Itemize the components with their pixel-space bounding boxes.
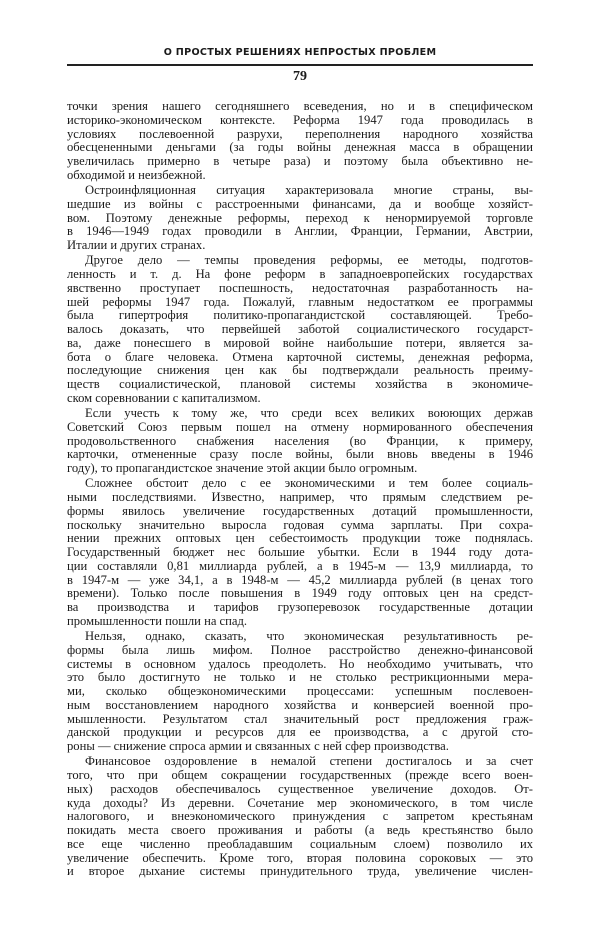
text-line: данской продукции и ресурсов для ее производства, а с другой сто- xyxy=(67,725,533,740)
text-line: ми, сколько общеэкономическими процессами: успешным послевоен- xyxy=(67,684,533,698)
text-line: налогового, и внеэкономического принуждения с запретом крестьянам xyxy=(67,809,533,824)
text-line: промышленности пошли на спад. xyxy=(67,613,248,628)
text-line: Другое дело — темпы проведения реформы, ее методы, подготов- xyxy=(85,253,533,268)
paragraph xyxy=(67,755,533,879)
text-line: того, что при общем сокращении государственных (прежде всего воен- xyxy=(67,768,533,782)
text-line: нении прежних оптовых цен себестоимость продукции тоже поднялась. xyxy=(67,531,533,546)
text-line: ва производства и тарифов грузоперевозок государственные дотации xyxy=(67,600,533,614)
text-line: продовольственного снабжения населения (во Франции, к примеру, xyxy=(67,433,533,448)
text-line: вом. Поэтому денежные реформы, переход к ненормируемой торговле xyxy=(67,210,533,225)
text-line: Финансовое оздоровление в немалой степени достигалось и за счет xyxy=(85,754,533,769)
text-line: в 1946—1949 годах проводили в Англии, Франции, Германии, Австрии, xyxy=(67,224,533,239)
text-line: формы была лишь мифом. Полное расстройство денежно-финансовой xyxy=(67,642,533,657)
text-line: и второе дыхание системы принудительного труда, увеличение числен- xyxy=(67,864,533,879)
text-line: увеличилась примерно в четыре раза) и поэтому была объективно не- xyxy=(67,154,533,168)
text-line: ции составляли 0,81 миллиарда рублей, а в 1945-м — 13,9 миллиарда, то xyxy=(67,558,533,573)
text-line: карточки, отмененные сразу после войны, были вновь введены в 1946 xyxy=(67,447,533,462)
text-line: Советский Союз первым пошел на отмену нормированного обеспечения xyxy=(67,419,533,434)
text-line: формы явилось увеличение государственных дотаций промышленности, xyxy=(67,503,533,518)
header-rule xyxy=(67,64,533,66)
text-line: Государственный бюджет нес большие убытки. Если в 1944 году дота- xyxy=(67,545,533,559)
text-line: точки зрения нашего сегодняшнего всеведения, но и в специфическом xyxy=(67,99,533,113)
text-line: историко-экономическом контексте. Реформа 1947 года проводилась в xyxy=(67,112,533,127)
paragraph xyxy=(67,100,533,183)
text-line: ленность и т. д. На фоне реформ в западноевропейских государствах xyxy=(67,267,533,281)
text-line: увеличение обеспечить. Кроме того, вторая половина сороковых — это xyxy=(67,850,533,865)
text-line: ным восстановлением народного хозяйства и конверсией военной про- xyxy=(67,697,533,712)
text-line: ществ социалистической, плановой системы хозяйства в экономиче- xyxy=(67,377,533,391)
paragraph xyxy=(67,184,533,253)
text-line: Сложнее обстоит дело с ее экономическими и тем более социаль- xyxy=(85,476,533,491)
paragraph xyxy=(67,407,533,476)
text-line: ва, даже понесшего в мировой войне наибольшие потери, является за- xyxy=(67,335,533,350)
paragraph xyxy=(67,477,533,628)
text-line: была гипертрофия политико-пропагандистской составляющей. Требо- xyxy=(67,308,533,323)
text-line: поскольку значительно выросла годовая сумма зарплаты. При сохра- xyxy=(67,517,533,532)
text-line: куда доходы? Из деревни. Сочетание мер экономического, в том числе xyxy=(67,795,533,810)
text-line: Нельзя, однако, сказать, что экономическая результативность ре- xyxy=(85,629,533,643)
text-line: бота о благе человека. Отмена карточной системы, денежная реформа, xyxy=(67,349,533,364)
text-line: Остроинфляционная ситуация характеризовала многие страны, вы- xyxy=(85,183,533,197)
text-line: году), то пропагандистское значение этой акции было огромным. xyxy=(67,461,418,475)
text-line: явственно проступает поспешность, недостаточная разработанность на- xyxy=(67,280,533,295)
text-line: ных) расходов обеспечивалось существенное увеличение доходов. От- xyxy=(67,781,533,796)
text-line: роны — снижение спроса армии и связанных с ней сфер производства. xyxy=(67,739,449,753)
text-line: ными последствиями. Известно, например, что прямым следствием ре- xyxy=(67,490,533,504)
text-line: валось доказать, что первейшей заботой социалистического государст- xyxy=(67,322,533,336)
paragraph xyxy=(67,630,533,754)
text-line: покидать места своего проживания и работы (а ведь крестьянство было xyxy=(67,823,533,837)
text-line: мышленности. Результатом стал значительный рост предложения граж- xyxy=(67,711,533,726)
text-line: времени). Только после повышения в 1949 году оптовых цен на средст- xyxy=(67,586,533,601)
text-line: шей реформы 1947 года. Пожалуй, главным недостатком ее программы xyxy=(67,294,533,309)
text-line: ском соревновании с капитализмом. xyxy=(67,390,261,405)
paragraph xyxy=(67,254,533,405)
text-line: Италии и других странах. xyxy=(67,238,206,252)
text-line: обесцененными деньгами (за годы войны денежная масса в обращении xyxy=(67,140,533,155)
text-line: это было достигнуто не только и не столько рестрикционными мера- xyxy=(67,670,533,685)
text-line: системы в основном удалось преодолеть. Но необходимо учитывать, что xyxy=(67,656,533,671)
page-number: 79 xyxy=(293,69,307,84)
running-title: О ПРОСТЫХ РЕШЕНИЯХ НЕПРОСТЫХ ПРОБЛЕМ xyxy=(163,47,437,58)
text-line: шедшие из войны с расстроенными финансами, да и вообще хозяйст- xyxy=(67,196,533,211)
text-line: в 1947-м — уже 34,1, а в 1948-м — 45,2 миллиарда рублей (в ценах того xyxy=(67,572,533,587)
text-line: условиях послевоенной разрухи, переполнения народного хозяйства xyxy=(67,126,533,141)
body-text xyxy=(67,100,533,879)
text-line: обходимой и неизбежной. xyxy=(67,167,206,182)
text-line: Если учесть к тому же, что среди всех великих воюющих держав xyxy=(85,406,533,420)
text-line: все еще численно преобладавшим социальным слоем) позволило их xyxy=(67,836,533,851)
text-line: последующие снижения цен как бы подтверждали реальность преиму- xyxy=(67,363,533,378)
